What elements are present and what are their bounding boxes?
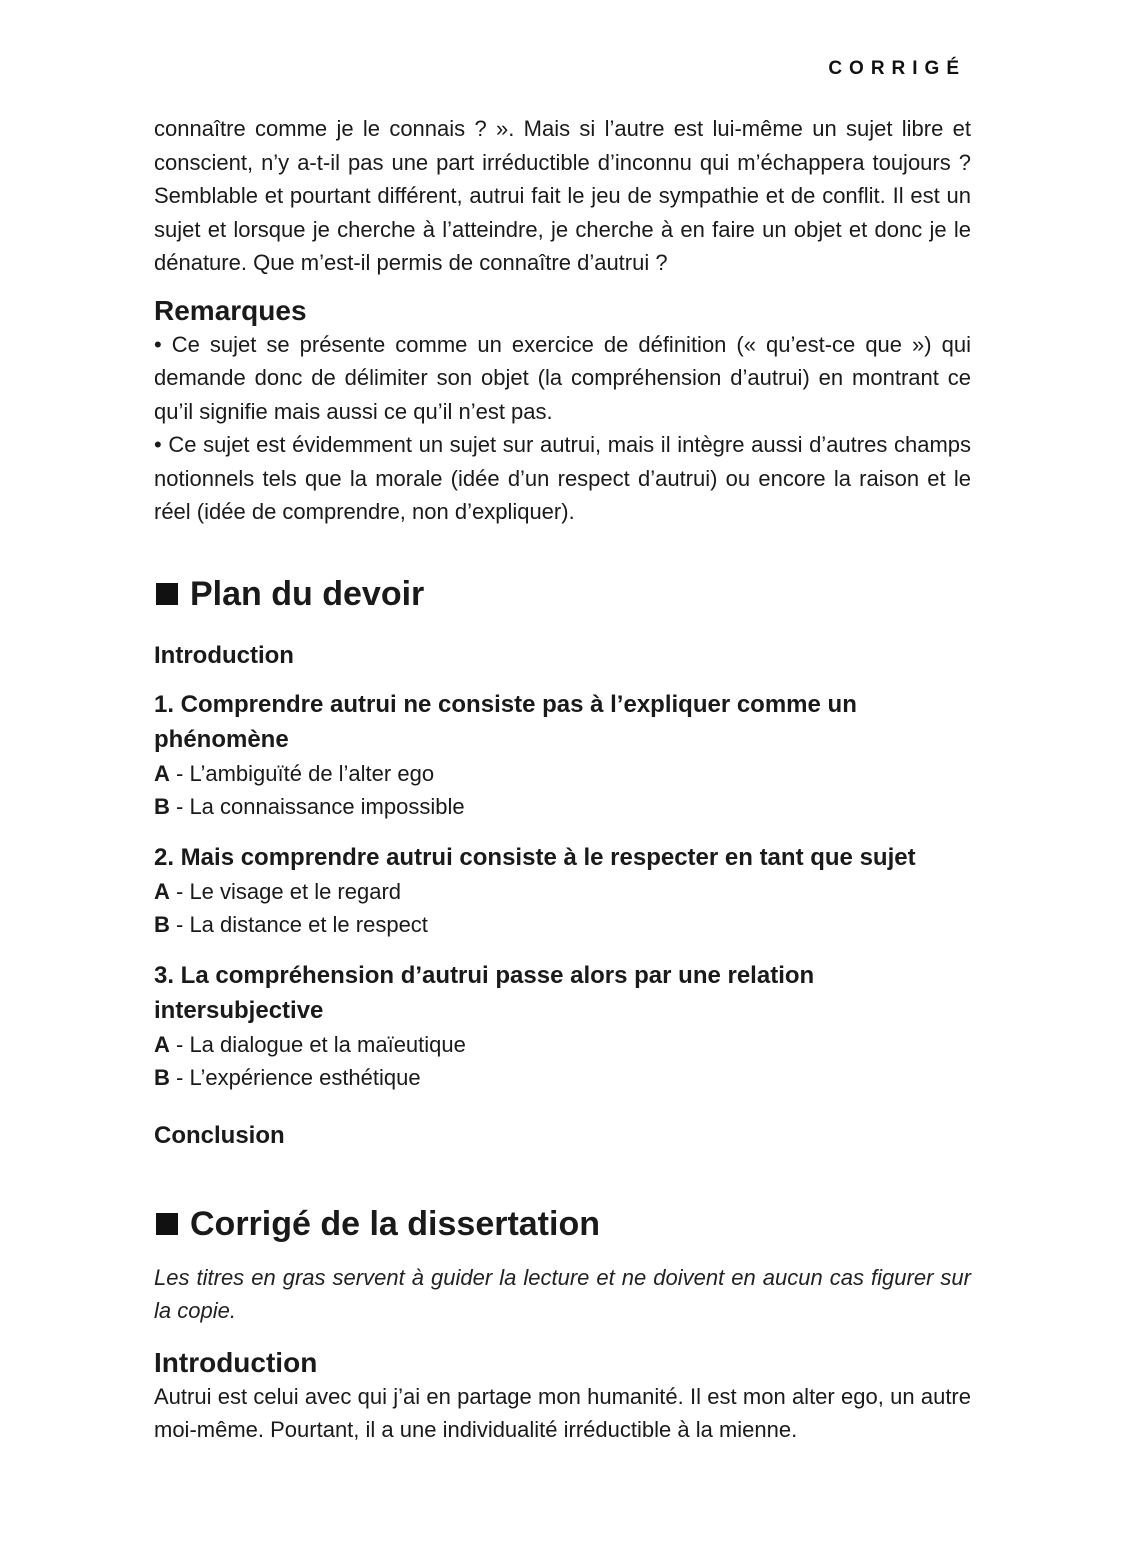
plan-part-2-title: 2. Mais comprendre autrui consiste à le respecter en tant que sujet	[154, 843, 916, 871]
plan-part-1-sub-a	[154, 757, 971, 791]
corrige-note: Les titres en gras servent à guider la lecture et ne doivent en aucun cas figurer sur la copie.	[154, 1264, 971, 1323]
sub-text: - La distance et le respect	[169, 912, 428, 937]
corrige-intro-paragraph: Autrui est celui avec qui j’ai en partage mon humanité. Il est mon alter ego, un autre moi-même. Pourtant, il a une individualité irréductible à la mienne.	[154, 1383, 971, 1442]
sub-letter: B	[154, 794, 170, 819]
sub-letter: B	[154, 1065, 170, 1090]
corrige-intro-heading: Introduction	[154, 1346, 318, 1378]
corrige-heading	[154, 1203, 971, 1245]
plan-part-2-sub-b	[154, 908, 971, 942]
sub-letter: A	[154, 1031, 170, 1057]
sub-letter: B	[154, 912, 170, 937]
remarques-heading: Remarques	[154, 294, 307, 326]
remarque-bullet-1: • Ce sujet se présente comme un exercice de définition (« qu’est-ce que ») qui demande donc de délimiter son objet (la compréhension d’autrui) en montrant ce qu’il signifie mais aussi ce qu’il n’est pas.	[154, 331, 971, 424]
plan-part-2-sub-a	[154, 875, 971, 909]
corrige-heading-text: Corrigé de la dissertation	[190, 1204, 600, 1243]
plan-introduction: Introduction	[154, 641, 294, 669]
square-bullet-icon	[156, 1213, 178, 1235]
sub-letter: A	[154, 760, 170, 786]
sub-text: - La dialogue et la maïeutique	[169, 1031, 466, 1057]
remarque-bullet-2: • Ce sujet est évidemment un sujet sur autrui, mais il intègre aussi d’autres champs notionnels tels que la morale (idée d’un respect d’autrui) ou encore la raison et le réel (idée de comprendre, non d’expliquer).	[154, 432, 971, 524]
plan-part-1-sub-b	[154, 790, 971, 824]
plan-heading	[154, 573, 971, 615]
sub-text: - L’expérience esthétique	[169, 1065, 421, 1090]
sub-text: - L’ambiguïté de l’alter ego	[169, 760, 435, 786]
square-bullet-icon	[156, 583, 178, 605]
running-header: CORRIGÉ	[828, 58, 966, 79]
plan-part-1-title: 1. Comprendre autrui ne consiste pas à l’expliquer comme un phénomène	[154, 690, 857, 753]
plan-conclusion: Conclusion	[154, 1121, 285, 1149]
sub-letter: A	[154, 878, 170, 904]
plan-heading-text: Plan du devoir	[190, 574, 425, 613]
sub-text: - La connaissance impossible	[169, 794, 465, 819]
sub-text: - Le visage et le regard	[169, 878, 402, 904]
plan-part-3-title: 3. La compréhension d’autrui passe alors par une relation intersubjective	[154, 961, 815, 1024]
plan-part-3-sub-b	[154, 1061, 971, 1095]
opening-paragraph: connaître comme je le connais ? ». Mais si l’autre est lui-même un sujet libre et conscient, n’y a-t-il pas une part irréductible d’inconnu qui m’échappera toujours ? Semblable et pourtant différent, autrui fait le jeu de sympathie et de conflit. Il est un sujet et lorsque je cherche à l’atteindre, je cherche à en faire un objet et donc je le dénature. Que m’est-il permis de connaître d’autrui ?	[154, 116, 971, 275]
page-content	[154, 112, 971, 1447]
plan-part-3-sub-a	[154, 1028, 971, 1062]
